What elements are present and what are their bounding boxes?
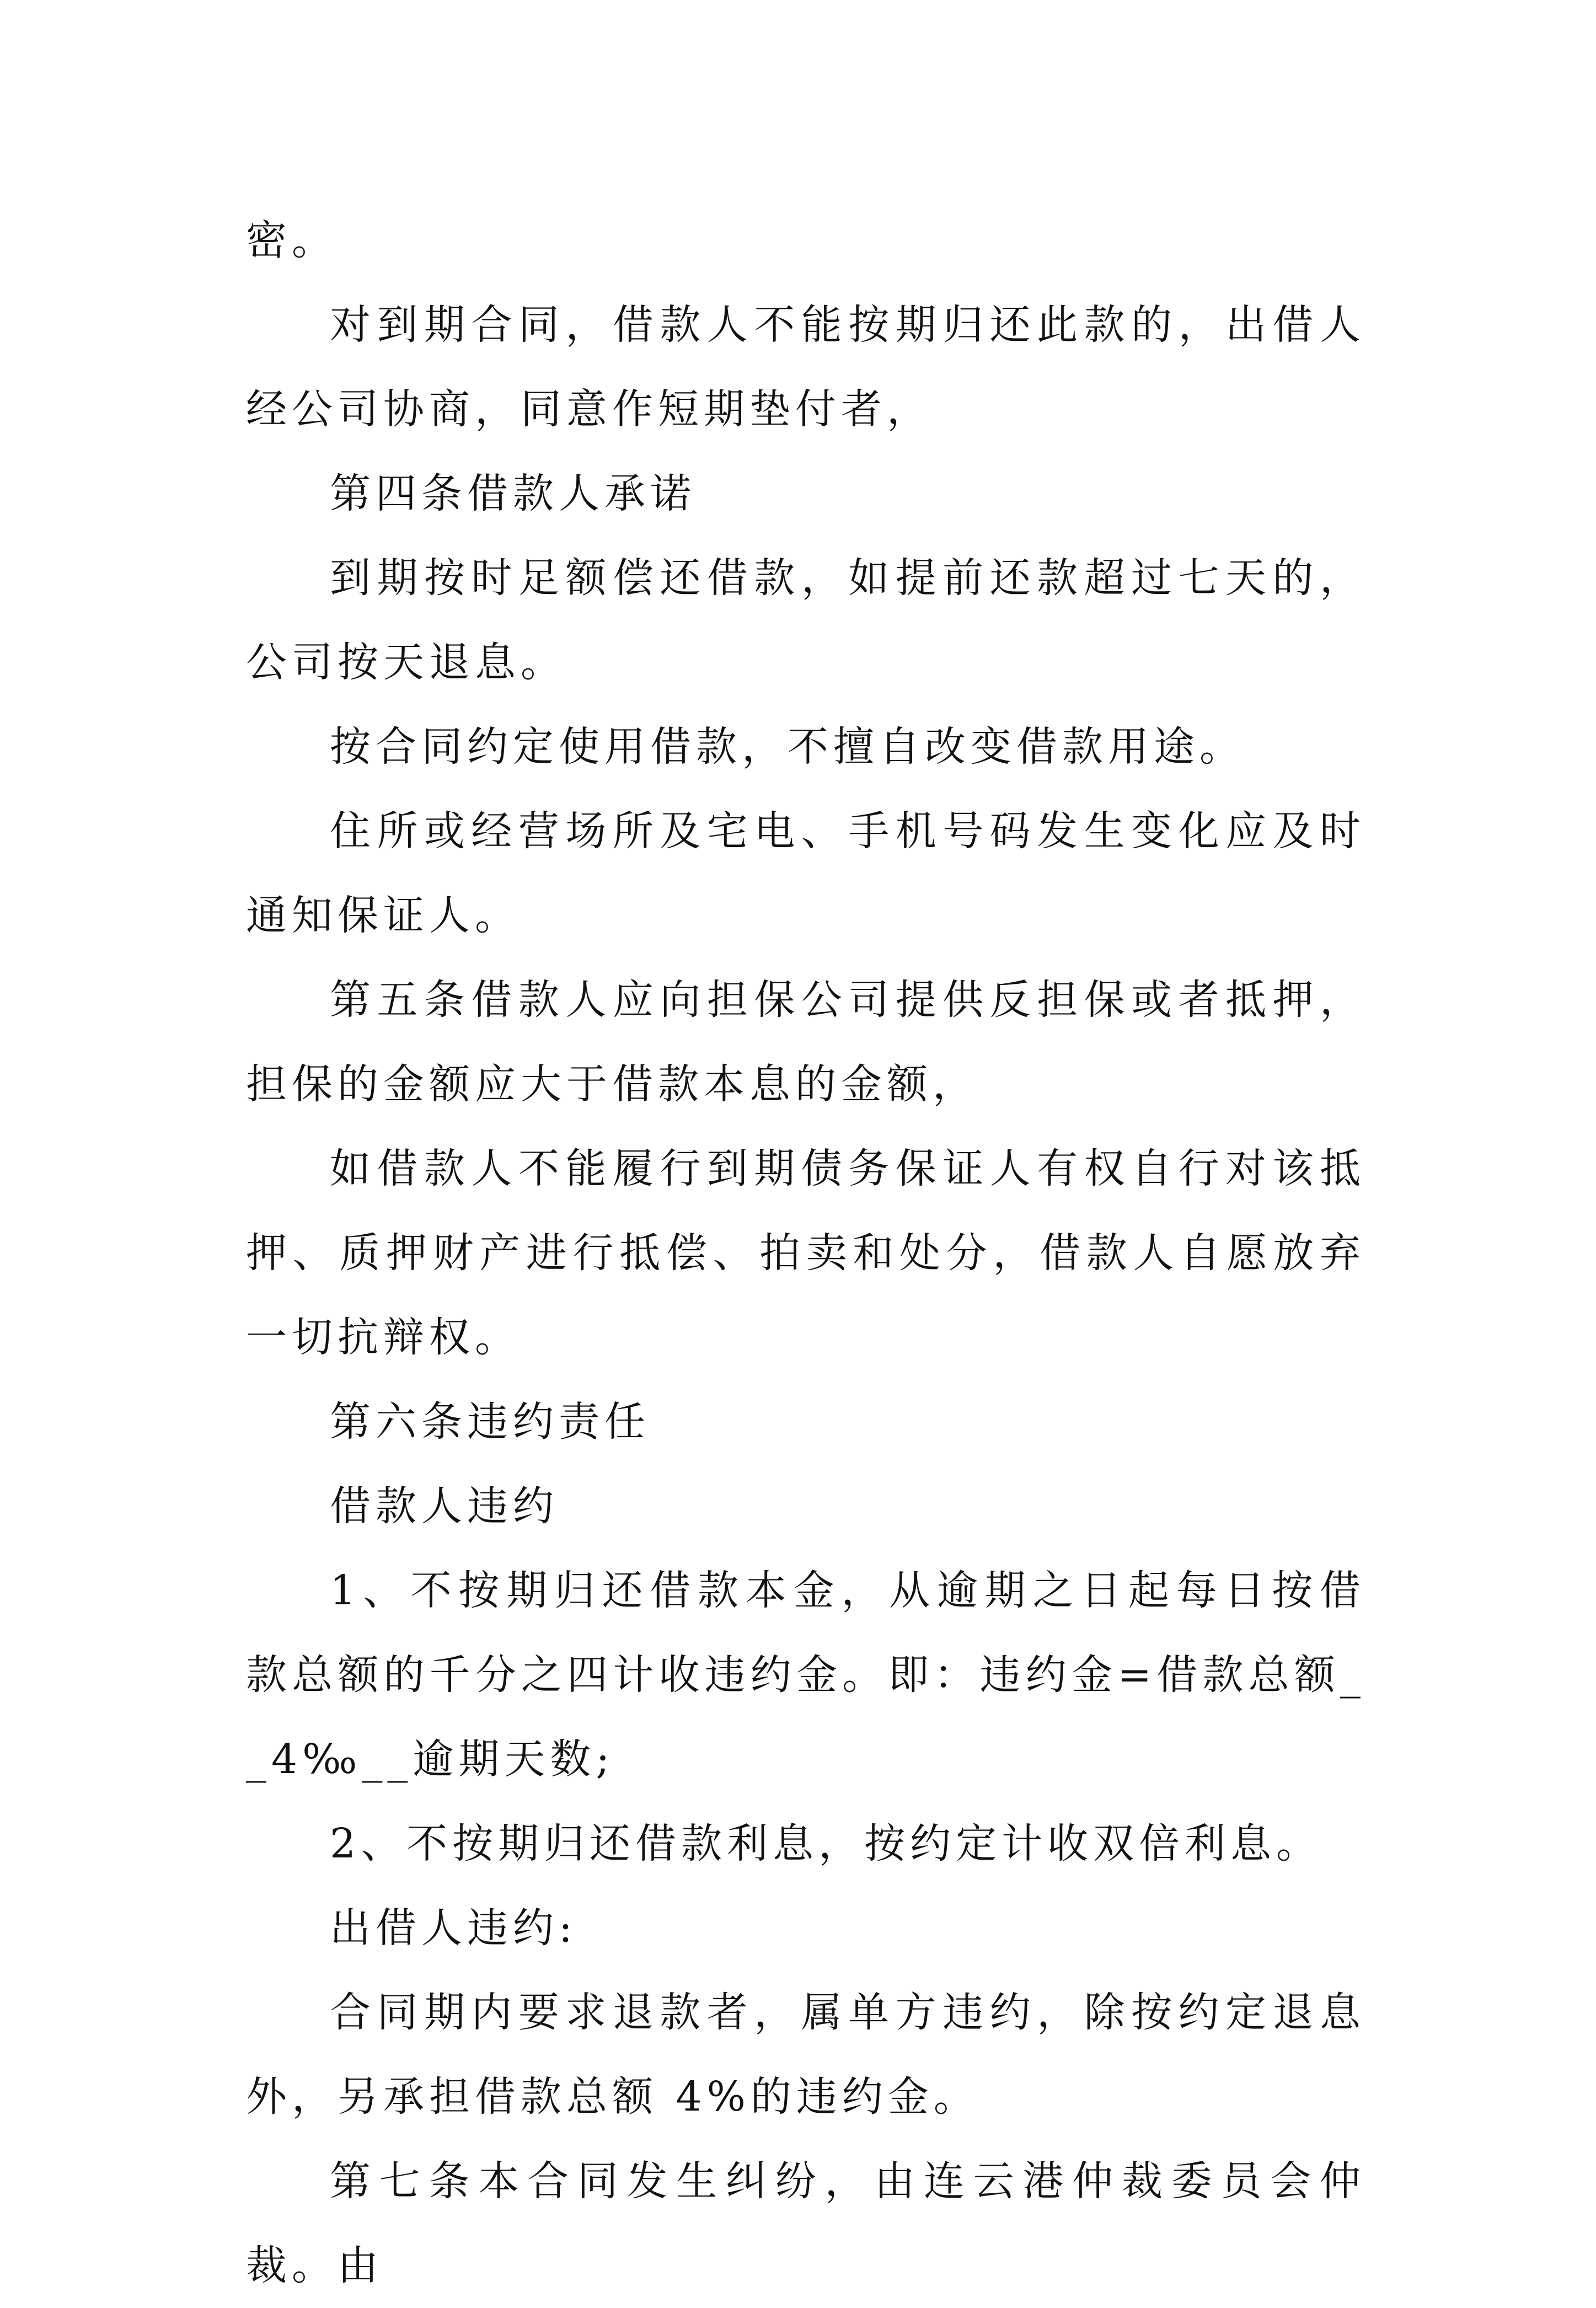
paragraph: 如借款人不能履行到期债务保证人有权自行对该抵押、质押财产进行抵偿、拍卖和处分，借款人自愿放弃一切抗辩权。 (246, 1145, 1365, 1361)
subheading: 借款人违约 (330, 1482, 559, 1530)
paragraph: 住所或经营场所及宅电、手机号码发生变化应及时通知保证人。 (246, 807, 1365, 939)
document-body (246, 199, 1365, 2308)
subheading: 出借人违约: (330, 1904, 577, 1952)
paragraph: 合同期内要求退款者，属单方违约，除按约定退息外，另承担借款总额 4%的违约金。 (246, 1989, 1365, 2120)
paragraph: 到期按时足额偿还借款，如提前还款超过七天的，公司按天退息。 (246, 554, 1365, 686)
section-heading: 第四条借款人承诺 (330, 470, 696, 517)
paragraph: 密。 (246, 217, 338, 264)
section-heading: 第五条借款人应向担保公司提供反担保或者抵押，担保的金额应大于借款本息的金额， (246, 976, 1365, 1108)
section-heading: 第七条本合同发生纠纷，由连云港仲裁委员会仲裁。由 (246, 2157, 1365, 2289)
paragraph: 对到期合同，借款人不能按期归还此款的，出借人经公司协商，同意作短期垫付者， (246, 301, 1365, 433)
section-heading: 第六条违约责任 (330, 1398, 650, 1445)
list-item: 2、不按期归还借款利息，按约定计收双倍利息。 (330, 1820, 1322, 1867)
paragraph: 按合同约定使用借款，不擅自改变借款用途。 (330, 723, 1245, 770)
list-item: 1、不按期归还借款本金，从逾期之日起每日按借款总额的千分之四计收违约金。即：违约金=借款总额__4‰__逾期天数; (246, 1567, 1365, 1783)
